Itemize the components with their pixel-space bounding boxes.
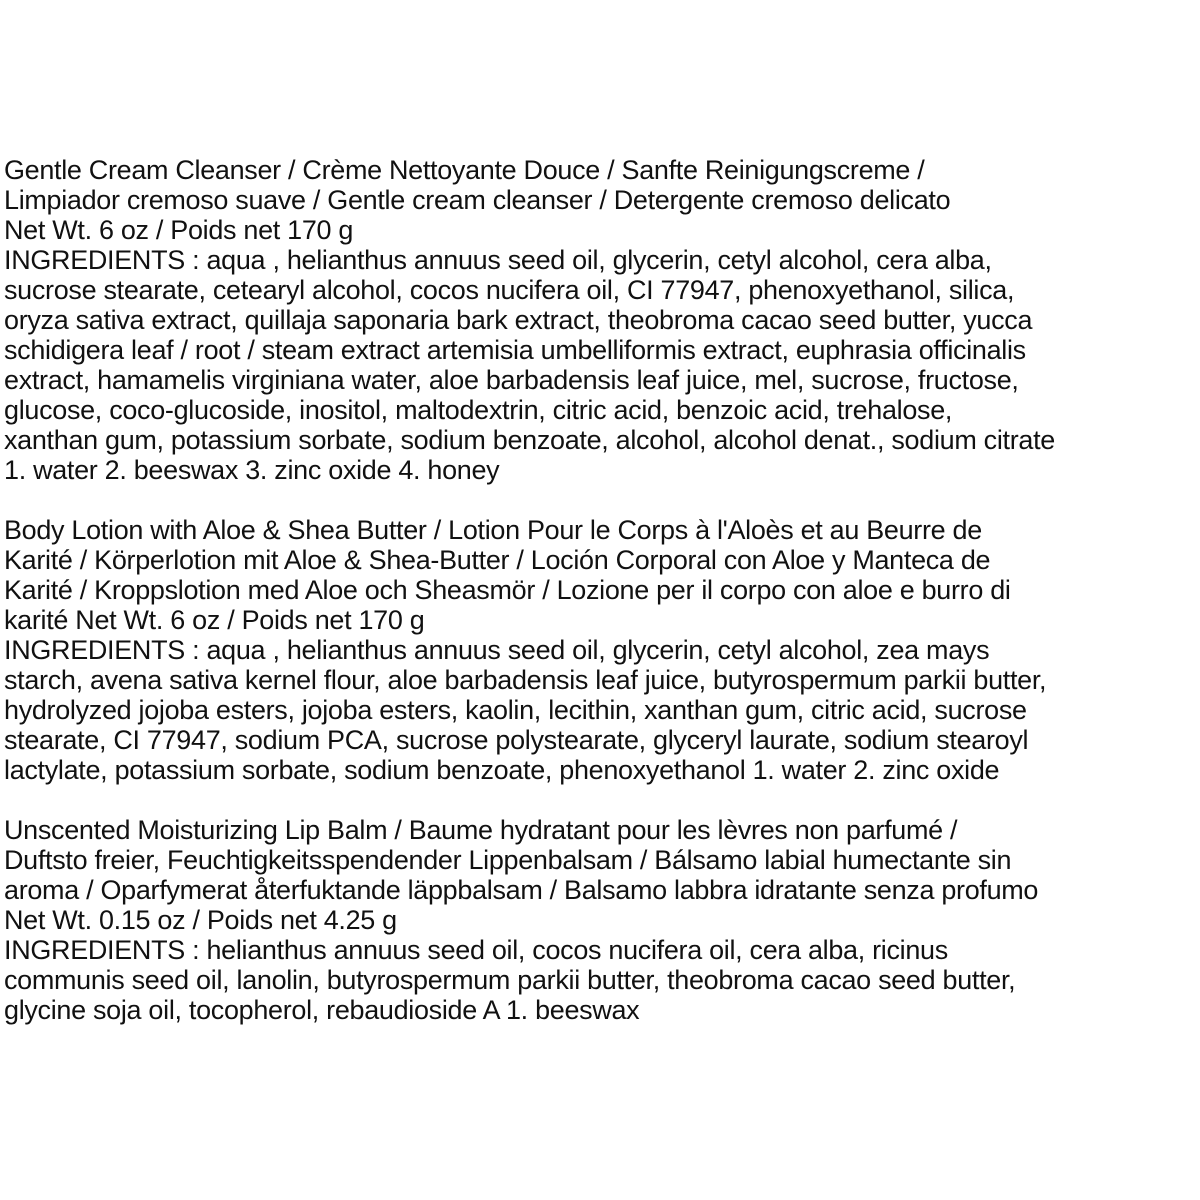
product-block-body-lotion bbox=[4, 515, 1198, 785]
ingredients-line: sucrose stearate, cetearyl alcohol, cocos nucifera oil, CI 77947, phenoxyethanol, silica, bbox=[4, 275, 1015, 305]
ingredients-line: hydrolyzed jojoba esters, jojoba esters, kaolin, lecithin, xanthan gum, citric acid, sucrose bbox=[4, 695, 1027, 725]
product-title-line: Body Lotion with Aloe & Shea Butter / Lotion Pour le Corps à l'Aloès et au Beurre de bbox=[4, 515, 982, 545]
ingredients-line: INGREDIENTS : aqua , helianthus annuus seed oil, glycerin, cetyl alcohol, zea mays bbox=[4, 635, 990, 665]
net-weight-line: karité Net Wt. 6 oz / Poids net 170 g bbox=[4, 605, 425, 635]
product-block-gentle-cream-cleanser bbox=[4, 155, 1198, 485]
product-title-line: aroma / Oparfymerat återfuktande läppbalsam / Balsamo labbra idratante senza profumo bbox=[4, 875, 1039, 905]
ingredients-line: oryza sativa extract, quillaja saponaria bark extract, theobroma cacao seed butter, yucca bbox=[4, 305, 1033, 335]
product-title-line: Unscented Moisturizing Lip Balm / Baume hydratant pour les lèvres non parfumé / bbox=[4, 815, 958, 845]
ingredients-line: starch, avena sativa kernel flour, aloe barbadensis leaf juice, butyrospermum parkii butter, bbox=[4, 665, 1047, 695]
ingredients-line: xanthan gum, potassium sorbate, sodium benzoate, alcohol, alcohol denat., sodium citrate bbox=[4, 425, 1055, 455]
ingredients-line: stearate, CI 77947, sodium PCA, sucrose polystearate, glyceryl laurate, sodium stearoyl bbox=[4, 725, 1029, 755]
ingredients-line: communis seed oil, lanolin, butyrospermum parkii butter, theobroma cacao seed butter, bbox=[4, 965, 1016, 995]
ingredients-line: lactylate, potassium sorbate, sodium benzoate, phenoxyethanol 1. water 2. zinc oxide bbox=[4, 755, 1000, 785]
product-title-line: Karité / Kroppslotion med Aloe och Sheasmör / Lozione per il corpo con aloe e burro di bbox=[4, 575, 1011, 605]
ingredients-line: schidigera leaf / root / steam extract artemisia umbelliformis extract, euphrasia officinalis bbox=[4, 335, 1026, 365]
net-weight-line: Net Wt. 6 oz / Poids net 170 g bbox=[4, 215, 354, 245]
ingredients-line: glucose, coco-glucoside, inositol, maltodextrin, citric acid, benzoic acid, trehalose, bbox=[4, 395, 953, 425]
net-weight-line: Net Wt. 0.15 oz / Poids net 4.25 g bbox=[4, 905, 397, 935]
product-title-line: Gentle Cream Cleanser / Crème Nettoyante Douce / Sanfte Reinigungscreme / bbox=[4, 155, 925, 185]
product-title-line: Limpiador cremoso suave / Gentle cream cleanser / Detergente cremoso delicato bbox=[4, 185, 951, 215]
ingredients-line: INGREDIENTS : aqua , helianthus annuus seed oil, glycerin, cetyl alcohol, cera alba, bbox=[4, 245, 992, 275]
ingredients-line: INGREDIENTS : helianthus annuus seed oil, cocos nucifera oil, cera alba, ricinus bbox=[4, 935, 948, 965]
product-block-lip-balm bbox=[4, 815, 1198, 1025]
product-title-line: Karité / Körperlotion mit Aloe & Shea-Butter / Loción Corporal con Aloe y Manteca de bbox=[4, 545, 991, 575]
ingredients-footnote-line: 1. water 2. beeswax 3. zinc oxide 4. honey bbox=[4, 455, 500, 485]
ingredients-line: extract, hamamelis virginiana water, aloe barbadensis leaf juice, mel, sucrose, fructose, bbox=[4, 365, 1019, 395]
ingredients-line: glycine soja oil, tocopherol, rebaudioside A 1. beeswax bbox=[4, 995, 640, 1025]
product-title-line: Duftsto freier, Feuchtigkeitsspendender Lippenbalsam / Bálsamo labial humectante sin bbox=[4, 845, 1012, 875]
